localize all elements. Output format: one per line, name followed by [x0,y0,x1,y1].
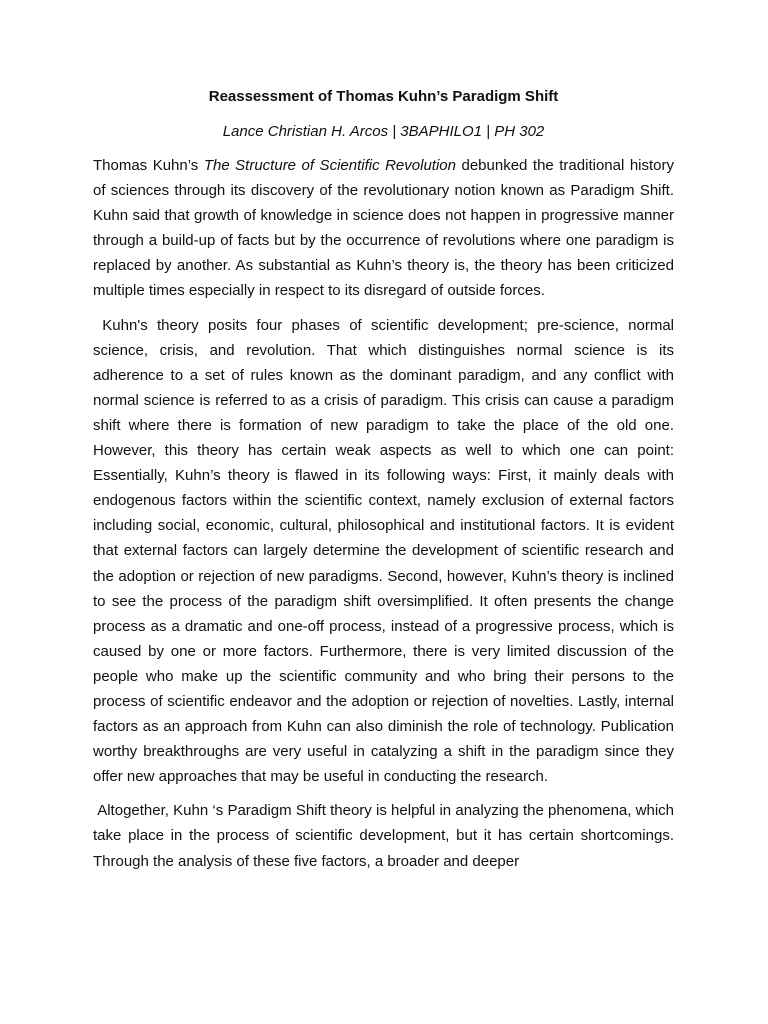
paragraph-conclusion [93,798,674,873]
paragraph-intro-rest: debunked the traditional history of sciences through its discovery of the revolutionary notion known as Paradigm Shift. Kuhn said that growth of knowledge in science does not happen in progressive manner through a build-up of facts but by the occurrence of revolutions where one paradigm is replaced by another. As substantial as Kuhn’s theory is, the theory has been criticized multiple times especially in respect to its disregard of outside forces. [93,157,674,300]
paragraph-conclusion-text: Altogether, Kuhn ‘s Paradigm Shift theory is helpful in analyzing the phenomena, which take place in the process of scientific development, but it has certain shortcomings. Through the analysis of these five factors, a broader and deeper [93,802,674,870]
document-page [93,86,674,883]
paragraph-intro [93,153,674,304]
paragraph-intro-lead: Thomas Kuhn’s [93,157,204,174]
document-title: Reassessment of Thomas Kuhn’s Paradigm Shift [208,88,559,105]
book-title: The Structure of Scientific Revolution [203,157,456,174]
paragraph-body [93,313,674,790]
author-byline: Lance Christian H. Arcos | 3BAPHILO1 | PH 302 [222,123,545,140]
paragraph-body-text: Kuhn's theory posits four phases of scientific development; pre-science, normal science, crisis, and revolution. That which distinguishes normal science is its adherence to a set of rules known as the dominant paradigm, and any conflict with normal science is referred to as a crisis of paradigm. This crisis can cause a paradigm shift where there is formation of new paradigm to take the place of the old one. However, this theory has certain weak aspects as well to which one can point: Essentially, Kuhn’s theory is flawed in its following ways: First, it mainly deals with endogenous factors within the scientific context, namely exclusion of external factors including social, economic, cultural, philosophical and institutional factors. It is evident that external factors can largely determine the development of scientific research and the adoption or rejection of new paradigms. Second, however, Kuhn’s theory is inclined to see the process of the paradigm shift oversimplified. It often presents the change process as a dramatic and one-off process, instead of a progressive process, which is caused by one or more factors. Furthermore, there is very limited discussion of the people who make up the scientific community and who bring their persons to the process of scientific endeavor and the adoption or rejection of novelties. Lastly, internal factors as an approach from Kuhn can also diminish the role of technology. Publication worthy breakthroughs are very useful in catalyzing a shift in the paradigm since they offer new approaches that may be useful in conducting the research. [93,316,674,786]
